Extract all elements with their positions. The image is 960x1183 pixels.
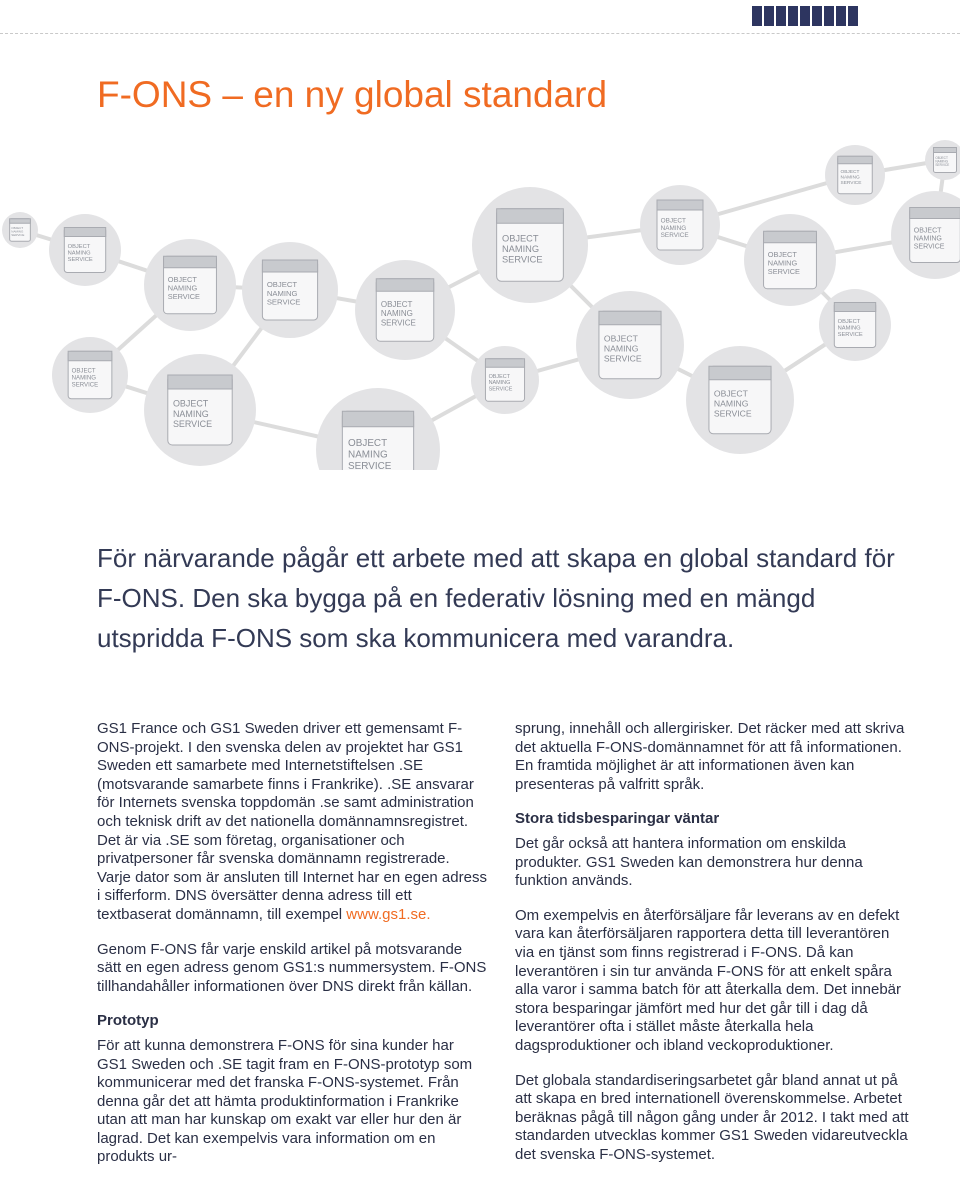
heading-prototyp: Prototyp (97, 1012, 159, 1030)
node-label: SERVICE (380, 318, 416, 328)
server-node-icon (686, 346, 794, 454)
right-paragraph-4: Det globala standardiseringsarbetet går bland annat ut på att skapa en bred internationell överenskommelse. Arbetet beräknas pågå till någon gång under år 2012. I takt med att standarden utvecklas kommer GS1 Sweden vidareutveckla det svenska F-ONS-systemet. (515, 1071, 909, 1163)
node-label: SERVICE (348, 460, 392, 470)
node-label: SERVICE (840, 181, 862, 187)
node-label: NAMING (837, 325, 861, 332)
gs1-logo (752, 6, 858, 26)
node-label: OBJECT (913, 227, 942, 235)
node-label: SERVICE (67, 256, 93, 263)
logo-bar (776, 6, 786, 26)
left-paragraph-2: Genom F-ONS får varje enskild artikel på motsvarande sätt en egen adress genom GS1:s nummersystem. F-ONS tillhandahåller informationen över DNS direkt från källan. (97, 940, 487, 995)
server-node-icon (242, 242, 338, 338)
left-paragraph-1-text: GS1 France och GS1 Sweden driver ett gemensamt F-ONS-projekt. I den svenska delen av projektet har GS1 Sweden ett samarbete med Internetstiftelsen .SE (motsvarande samarbete finns i Frankrike). .SE ansvarar för Internets svenska toppdomän .se samt administration och teknisk drift av det nationella domännamnsregistret. Det är via .SE som företag, organisationer och privatpersoner får svenska domännamn registrerade. Varje dator som är ansluten till Internet har en egen adress i sifferform. DNS översätter denna adress till ett textbaserat domännamn, till exempel (97, 720, 487, 923)
node-label: SERVICE (167, 292, 200, 302)
logo-bar (812, 6, 822, 26)
node-label: SERVICE (837, 331, 863, 338)
node-label: NAMING (603, 343, 639, 354)
lead-paragraph: För närvarande pågår ett arbete med att skapa en global standard för F-ONS. Den ska bygga på en federativ lösning med en mängd utspridda F-ONS som ska kommunicera med varandra. (97, 543, 895, 653)
server-node-icon (825, 145, 885, 205)
node-label: NAMING (71, 374, 96, 382)
node-label: NAMING (501, 244, 540, 255)
server-node-icon (472, 187, 588, 303)
node-label: OBJECT (713, 388, 748, 399)
server-node-icon (925, 140, 960, 180)
node-label: OBJECT (266, 280, 298, 289)
node-label: NAMING (67, 250, 91, 257)
node-label: OBJECT (837, 318, 861, 325)
node-label: SERVICE (935, 163, 950, 168)
server-node-icon (144, 354, 256, 466)
right-paragraph-3: Om exempelvis en återförsäljare får leverans av en defekt vara kan återförsäljaren rapportera detta till leverantören via en tjänst som finns registrerad i F-ONS. Då kan leverantören i sin tur använda F-ONS för att enkelt spåra alla varor i samma batch för att återkalla dem. Det innebär stora besparingar jämfört med hur det går till i dag då leverantörer ofta i stället måste återkalla hela dagsproduktioner och ibland veckoproduktioner. (515, 906, 902, 1054)
gs1-link[interactable]: www.gs1.se. (346, 905, 431, 923)
server-node-icon (744, 214, 836, 306)
node-label: SERVICE (603, 353, 642, 364)
node-label: SERVICE (713, 408, 752, 419)
server-node-icon (576, 291, 684, 399)
right-column (515, 720, 910, 1180)
server-node-icon (316, 388, 440, 470)
node-label: NAMING (767, 258, 798, 268)
node-label: OBJECT (348, 438, 388, 450)
node-label: OBJECT (167, 275, 197, 285)
node-label: OBJECT (380, 299, 413, 309)
node-label: OBJECT (840, 170, 860, 176)
server-node-icon (819, 289, 891, 361)
server-node-icon (640, 185, 720, 265)
server-node-icon (49, 214, 121, 286)
node-label: SERVICE (501, 254, 543, 265)
node-label: SERVICE (266, 297, 301, 307)
logo-bar (752, 6, 762, 26)
node-label: NAMING (266, 288, 298, 298)
node-label: NAMING (660, 224, 687, 232)
server-node-icon (144, 239, 236, 331)
node-label: OBJECT (935, 155, 948, 160)
node-label: OBJECT (488, 373, 511, 380)
node-label: OBJECT (71, 367, 96, 375)
node-label: NAMING (840, 175, 860, 181)
left-paragraph-1 (97, 720, 487, 925)
server-node-icon (52, 337, 128, 413)
network-illustration (0, 130, 960, 470)
logo-bar (764, 6, 774, 26)
node-label: OBJECT (67, 243, 91, 250)
node-label: SERVICE (913, 243, 945, 251)
node-label: NAMING (935, 159, 949, 164)
server-node-icon (471, 346, 539, 414)
node-label: NAMING (380, 309, 413, 319)
left-paragraph-3: För att kunna demonstrera F-ONS för sina kunder har GS1 Sweden och .SE tagit fram en F-ONS-prototyp som kommunicerar med det franska F-ONS-systemet. Från denna går det att hämta produktinformation i Frankrike utan att man har kunskap om exakt var eller hur den är lagrad. Det kan exempelvis vara information om en produkts ur- (97, 1036, 473, 1166)
node-label: OBJECT (767, 250, 797, 260)
node-label: NAMING (167, 283, 198, 293)
logo-bar (848, 6, 858, 26)
node-label: OBJECT (501, 233, 539, 244)
node-label: OBJECT (603, 333, 638, 344)
node-label: NAMING (488, 380, 511, 387)
heading-tidsbesparingar: Stora tidsbesparingar väntar (515, 810, 720, 828)
node-label: NAMING (913, 235, 942, 243)
left-column (97, 720, 487, 1183)
server-node-icon (355, 260, 455, 360)
header-rule (0, 33, 960, 34)
logo-bar (788, 6, 798, 26)
page-title: F-ONS – en ny global standard (97, 74, 608, 115)
server-node-icon (2, 212, 38, 248)
node-label: OBJECT (660, 217, 686, 225)
right-paragraph-1: sprung, innehåll och allergirisker. Det räcker med att skriva det aktuella F-ONS-domännamnet för att få informationen. En framtida möjlighet är att informationen även kan presenteras på valfritt språk. (515, 720, 905, 793)
logo-bar (836, 6, 846, 26)
node-label: SERVICE (11, 232, 25, 237)
server-node-icon (891, 191, 960, 279)
node-label: SERVICE (767, 267, 800, 277)
node-label: SERVICE (172, 419, 213, 430)
node-label: OBJECT (172, 398, 209, 409)
node-label: NAMING (172, 408, 209, 419)
node-label: SERVICE (660, 232, 689, 240)
node-label: SERVICE (71, 381, 99, 389)
logo-bar (824, 6, 834, 26)
node-label: NAMING (11, 229, 24, 234)
logo-bar (800, 6, 810, 26)
node-label: SERVICE (488, 386, 513, 393)
node-label: NAMING (348, 449, 388, 461)
node-label: OBJECT (11, 225, 24, 230)
right-paragraph-2: Det går också att hantera information om enskilda produkter. GS1 Sweden kan demonstrera hur denna funktion används. (515, 834, 863, 890)
node-label: NAMING (713, 398, 749, 409)
